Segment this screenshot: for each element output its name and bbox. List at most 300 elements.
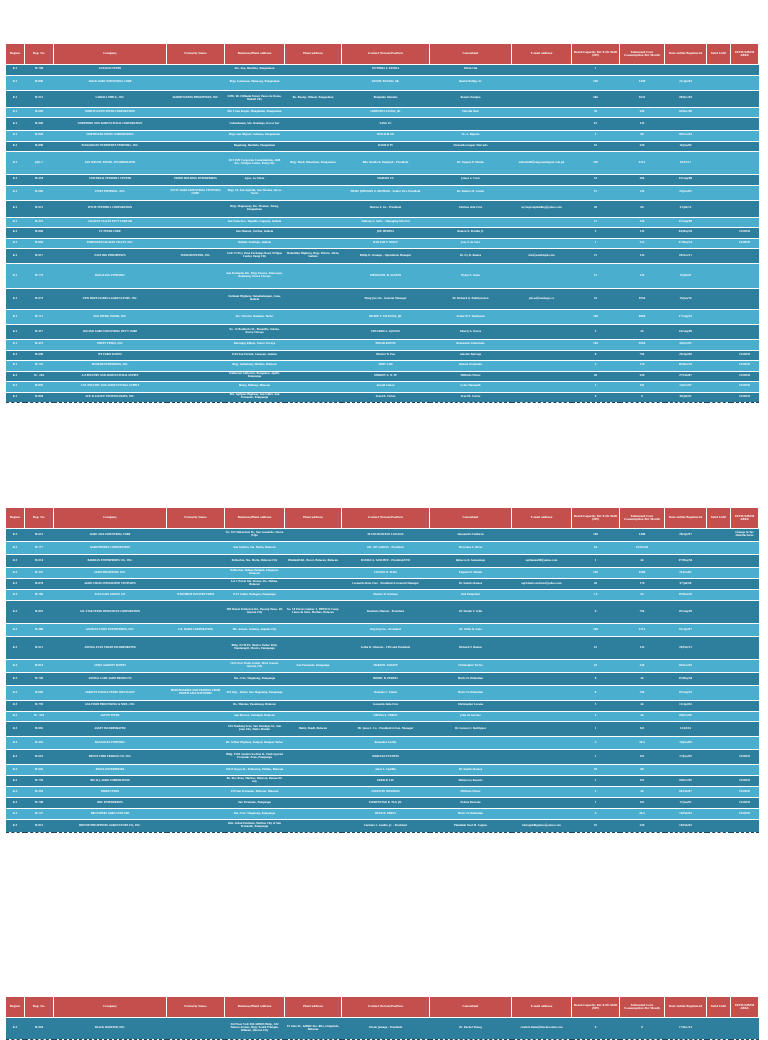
table-row <box>6 131 759 142</box>
cell-contact-person: Mr. Jesse L. Co - President & Gen. Manager <box>342 722 430 737</box>
cell-status <box>731 737 759 750</box>
cell-reg-no: M-218 <box>25 175 54 186</box>
column-header-consultant: Consultant <box>430 508 512 529</box>
cell-reg-no: M-752 <box>25 361 54 372</box>
cell-date-registered: 29/Aug/01 <box>665 686 707 701</box>
cell-formerly-name <box>167 340 225 351</box>
cell-business-address: Prk 5 San Roque, Mangaldan, Pangasinan <box>225 107 285 118</box>
cell-corn-consumption: 26.4 <box>620 809 665 820</box>
cell-rated-capacity: 1 <box>572 750 620 765</box>
cell-rated-capacity: 20 <box>572 579 620 590</box>
cell-company: SOLANO AGRO INDUSTRIAL DEV'T CORP <box>54 325 167 340</box>
cell-reg-no: M-982 <box>25 185 54 200</box>
cell-status <box>731 249 759 264</box>
cell-valid-until <box>707 568 731 579</box>
cell-rated-capacity: 44 <box>572 542 620 555</box>
cell-contact-person: ANGELITO MENDOZA <box>342 787 430 798</box>
cell-corn-consumption: 2112 <box>620 624 665 637</box>
column-header-corn-consumption: Estimated Corn Consumption Per Month <box>620 44 665 65</box>
cell-company: MAGALANG FEEDMILL <box>54 264 167 289</box>
cell-rated-capacity: 250 <box>572 152 620 175</box>
cell-valid-until <box>707 131 731 142</box>
table-row <box>6 310 759 325</box>
cell-email: sufeedmill@smg.sanmiguel.com.ph <box>512 152 572 175</box>
cell-formerly-name <box>167 264 225 289</box>
column-header-contact-person: Contact Person/Position <box>342 508 430 529</box>
cell-company: ANIMAL CARE AGRO PRODUCTS <box>54 673 167 686</box>
registry-table-page-1 <box>5 43 758 403</box>
cell-email <box>512 624 572 637</box>
column-header-region: Region <box>6 508 25 529</box>
cell-company: PANGASINAN PURESERVE FEEDMILL, INC. <box>54 141 167 152</box>
cell-plant-address <box>285 529 342 542</box>
cell-rated-capacity: 8 <box>572 1018 620 1040</box>
cell-corn-consumption: 44 <box>620 701 665 712</box>
cell-rated-capacity: 15 <box>572 264 620 289</box>
cell-valid-until <box>707 820 731 833</box>
cell-business-address: San Francisco, Tagudin, Cagayan, Isabela <box>225 217 285 228</box>
cell-email <box>512 65 572 76</box>
cell-consultant: Xavier H.T. Tambaoan <box>430 310 512 325</box>
cell-company: NORTHSTAR FEEDS CORPORATION <box>54 131 167 142</box>
cell-reg-no: M-890 <box>25 75 54 90</box>
cell-status: CLOSED <box>731 238 759 249</box>
cell-company: ALLO GAIN GROUP, CO. <box>54 590 167 601</box>
cell-business-address: Agoo, La Union <box>225 175 285 186</box>
cell-valid-until <box>707 217 731 228</box>
cell-status: CLOSED <box>731 787 759 798</box>
column-header-formerly-name: Formerly Name <box>167 44 225 65</box>
column-header-reg-no: Reg. No. <box>25 44 54 65</box>
registry-table <box>5 996 759 1040</box>
cell-formerly-name: L.B. BARIS CORPORATION <box>167 624 225 637</box>
cell-reg-no: M-727 <box>25 809 54 820</box>
cell-email: info@eastbioph.com <box>512 249 572 264</box>
table-row <box>6 361 759 372</box>
cell-valid-until <box>707 361 731 372</box>
cell-region: R-1 <box>6 325 25 340</box>
cell-rated-capacity: 1 <box>572 798 620 809</box>
cell-company: BIGNA ENTERPRISES <box>54 765 167 776</box>
cell-rated-capacity: 1 <box>572 382 620 393</box>
cell-company: VINEY FEEDMILL, INC. <box>54 185 167 200</box>
cell-corn-consumption: 8.8 <box>620 776 665 787</box>
cell-rated-capacity: 20 <box>572 371 620 382</box>
cell-rated-capacity: 160 <box>572 529 620 542</box>
cell-reg-no: M-768 <box>25 65 54 76</box>
cell-business-address: 3rd Floor Unit 306 ADMIN Bldg., 102 Tuazon Avenue, Brgy. South Triangle, Diliman, Quezon City <box>225 1018 285 1040</box>
column-header-email: E-mail address <box>512 508 572 529</box>
cell-plant-address <box>285 809 342 820</box>
cell-email <box>512 590 572 601</box>
cell-region: R-3 <box>6 579 25 590</box>
cell-reg-no: M-660 <box>25 686 54 701</box>
cell-company: A-Z POULTRY AND AGRICULTURAL SUPPLY <box>54 371 167 382</box>
cell-plant-address <box>285 238 342 249</box>
table-row <box>6 107 759 118</box>
cell-valid-until <box>707 310 731 325</box>
cell-business-address: Maloy, Baliuag, Bulacan <box>225 382 285 393</box>
cell-email <box>512 798 572 809</box>
cell-region: R-3 <box>6 637 25 660</box>
cell-business-address: 129 San Fernando, Bulacan, Bulacan <box>225 787 285 798</box>
cell-business-address: 166 P. Reyes St., Poblacion, Pulilan, Bulacan <box>225 765 285 776</box>
cell-reg-no: M-804 <box>25 392 54 403</box>
table-row <box>6 175 759 186</box>
cell-company: AGRO ASIA INDUSTRIAL CORP <box>54 529 167 542</box>
column-header-consultant: Consultant <box>430 997 512 1018</box>
cell-date-registered: 26/Nov/11 <box>665 249 707 264</box>
cell-consultant: Renato Pasiqua <box>430 90 512 107</box>
table-row <box>6 200 759 217</box>
cell-business-address: Sto. Ana, Bautista, Pangasinan <box>225 65 285 76</box>
cell-email <box>512 350 572 361</box>
cell-business-address: Sta. Cruz, Magalang, Pampanga <box>225 809 285 820</box>
table-row <box>6 798 759 809</box>
column-header-region: Region <box>6 44 25 65</box>
cell-reg-no: M-795 <box>25 701 54 712</box>
cell-region: R-1 <box>6 141 25 152</box>
cell-business-address: Brgy. San Miguel, Calasiao, Pangasinan <box>225 131 285 142</box>
table-body <box>6 65 759 403</box>
cell-status <box>731 152 759 175</box>
cell-consultant <box>430 737 512 750</box>
cell-region: R-1 <box>6 131 25 142</box>
cell-email: agrichain.ventures@yahoo.com <box>512 579 572 590</box>
cell-rated-capacity: 0 <box>572 601 620 624</box>
table-row <box>6 776 759 787</box>
cell-company: ANGELES CORN ENTERPRISES, INC. <box>54 624 167 637</box>
cell-formerly-name <box>167 798 225 809</box>
cell-reg-no: M-973 <box>25 289 54 310</box>
cell-region: R-1 <box>6 75 25 90</box>
cell-corn-consumption: 176 <box>620 579 665 590</box>
table-row <box>6 787 759 798</box>
cell-valid-until <box>707 673 731 686</box>
table-row <box>6 750 759 765</box>
cell-rated-capacity: 7.2 <box>572 590 620 601</box>
cell-company: AGRO CHAIN INTEGRATED VENTURES <box>54 579 167 590</box>
cell-consultant: Dr. Danilo V. Avila <box>430 601 512 624</box>
cell-plant-address <box>285 624 342 637</box>
cell-date-registered: 10/Feb/04 <box>665 820 707 833</box>
cell-contact-person: ERNIE JOHNSON G. DICHOSO - Senior Vice President <box>342 185 430 200</box>
cell-email <box>512 340 572 351</box>
cell-corn-consumption: 264 <box>620 175 665 186</box>
cell-consultant: Liberty S. Torres <box>430 325 512 340</box>
column-header-plant-address: Plant address <box>285 997 342 1018</box>
registry-table-page-2 <box>5 507 758 833</box>
cell-business-address: Sta. Cruz, Magalang, Pampanga <box>225 673 285 686</box>
cell-consultant: Jose T. de Vera <box>430 238 512 249</box>
cell-plant-address <box>285 776 342 787</box>
table-row <box>6 555 759 568</box>
cell-email <box>512 185 572 200</box>
cell-company: NORTHERN MIN AGRICULTURAL CORPORATION <box>54 118 167 131</box>
cell-region: R-3 <box>6 529 25 542</box>
cell-email <box>512 787 572 798</box>
cell-valid-until <box>707 249 731 264</box>
table-row <box>6 590 759 601</box>
cell-plant-address <box>285 750 342 765</box>
cell-date-registered: 24/Oct/91 <box>665 340 707 351</box>
cell-email <box>512 75 572 90</box>
cell-reg-no: M-913 <box>25 200 54 217</box>
cell-date-registered: 17/Aug/01 <box>665 310 707 325</box>
cell-region: R-3 <box>6 820 25 833</box>
cell-contact-person: DANIEL BULING, SR. <box>342 75 430 90</box>
cell-date-registered: 08/Jul/03 <box>665 392 707 403</box>
cell-rated-capacity: 100 <box>572 75 620 90</box>
cell-company: WT FARM SUPPLY <box>54 350 167 361</box>
cell-valid-until <box>707 107 731 118</box>
cell-formerly-name: AGRIBUSINESS PHILIPPINES, INC. <box>167 90 225 107</box>
column-header-plant-address: Plant address <box>285 44 342 65</box>
cell-business-address: 1163 New Trade Center, West Avenue, Quezon City <box>225 660 285 673</box>
cell-region: R-1 <box>6 90 25 107</box>
cell-status: CLOSED <box>731 350 759 361</box>
cell-consultant: Christopher Torres <box>430 660 512 673</box>
column-header-date-registered: Date Initial Registered <box>665 44 707 65</box>
cell-region: R-3 <box>6 590 25 601</box>
cell-date-registered <box>665 118 707 131</box>
cell-status <box>731 722 759 737</box>
cell-date-registered: 28/Apr/97 <box>665 529 707 542</box>
cell-consultant: Mario Fe Dimlaslan <box>430 673 512 686</box>
cell-status: CLOSED <box>731 361 759 372</box>
cell-status: CLOSED <box>731 776 759 787</box>
cell-email <box>512 750 572 765</box>
cell-rated-capacity: 1 <box>572 787 620 798</box>
column-header-valid-until: Valid Until <box>707 508 731 529</box>
cell-consultant: James A. Uson <box>430 175 512 186</box>
cell-valid-until <box>707 200 731 217</box>
cell-valid-until <box>707 737 731 750</box>
cell-contact-person: Rosabela Manuel - President <box>342 601 430 624</box>
cell-corn-consumption: 704 <box>620 601 665 624</box>
cell-rated-capacity: 30 <box>572 107 620 118</box>
cell-formerly-name <box>167 579 225 590</box>
cell-valid-until <box>707 382 731 393</box>
cell-status <box>731 637 759 660</box>
cell-rated-capacity: 15 <box>572 185 620 200</box>
cell-region: R-3 <box>6 798 25 809</box>
cell-consultant: Mario Fe Dimlaslan <box>430 686 512 701</box>
table-row <box>6 392 759 403</box>
cell-plant-address <box>285 75 342 90</box>
cell-contact-person: Remedios Lacilly <box>342 737 430 750</box>
cell-email: biotopphilippines@yahoo.com <box>512 820 572 833</box>
cell-date-registered: 19/Jun/89 <box>665 737 707 750</box>
header-row <box>6 44 759 65</box>
header-row <box>6 997 759 1018</box>
cell-status: Change in Tax Manufactures <box>731 529 759 542</box>
cell-region: R-1 <box>6 340 25 351</box>
cell-region: R-3 <box>6 737 25 750</box>
registry-table <box>5 43 759 403</box>
cell-date-registered: 21/Jun/81 <box>665 568 707 579</box>
cell-date-registered: 09/Oct/99 <box>665 776 707 787</box>
cell-plant-address <box>285 289 342 310</box>
cell-corn-consumption: 1408 <box>620 529 665 542</box>
cell-corn-consumption: 44 <box>620 325 665 340</box>
table-row <box>6 217 759 228</box>
cell-company: NORTH LUZON FEEDS CORPORATION <box>54 107 167 118</box>
cell-consultant: Antonio Barrega <box>430 350 512 361</box>
cell-plant-address <box>285 686 342 701</box>
cell-consultant: Nelson Bernabe <box>430 798 512 809</box>
cell-status <box>731 673 759 686</box>
cell-rated-capacity: 1 <box>572 238 620 249</box>
cell-plant-address: Brgy. Bued, Binalonan, Pangasinan <box>285 152 342 175</box>
cell-date-registered: 03/07/17 <box>665 152 707 175</box>
cell-reg-no: M - 334 <box>25 711 54 722</box>
cell-status: CLOSED <box>731 371 759 382</box>
cell-formerly-name <box>167 711 225 722</box>
cell-plant-address <box>285 350 342 361</box>
cell-business-address: Dak. Vedad Pantalan, Marilao City of San Fernando, Pampanga <box>225 820 285 833</box>
cell-email <box>512 601 572 624</box>
table-row <box>6 809 759 820</box>
cell-contact-person: SHIRLEY A. N. TE <box>342 371 430 382</box>
cell-region: R-3 <box>6 568 25 579</box>
cell-business-address: Barangay Ruben, Nueva Vizcaya <box>225 340 285 351</box>
cell-formerly-name <box>167 217 225 228</box>
cell-consultant: Christopher Lozano <box>430 701 512 712</box>
cell-company: BRC ENTERPRISES <box>54 798 167 809</box>
cell-company: ASSET INCORPORATED <box>54 722 167 737</box>
cell-status <box>731 131 759 142</box>
cell-business-address: Brgy. Lelemaan, Manaoag, Pangasinan <box>225 75 285 90</box>
table-row <box>6 340 759 351</box>
cell-region: R-1 <box>6 289 25 310</box>
cell-corn-consumption: 176 <box>620 361 665 372</box>
cell-valid-until <box>707 660 731 673</box>
cell-valid-until <box>707 1018 731 1040</box>
cell-reg-no: M-415 <box>25 340 54 351</box>
cell-valid-until <box>707 340 731 351</box>
cell-corn-consumption: 0 <box>620 392 665 403</box>
cell-rated-capacity: 3 <box>572 809 620 820</box>
cell-formerly-name <box>167 601 225 624</box>
cell-valid-until <box>707 264 731 289</box>
cell-reg-no: M-317 <box>25 325 54 340</box>
cell-date-registered: 01/Aug/89 <box>665 217 707 228</box>
cell-date-registered: 07/Jul/09 <box>665 579 707 590</box>
column-header-formerly-name: Formerly Name <box>167 997 225 1018</box>
cell-formerly-name <box>167 228 225 239</box>
cell-valid-until <box>707 371 731 382</box>
cell-company: CAGAYAN VALLEY INT'Y CORP OR <box>54 217 167 228</box>
cell-region: R-1 <box>6 238 25 249</box>
cell-business-address: Poblacion, Talisay-Tubigan, Lingayen, Bulacan <box>225 568 285 579</box>
cell-status <box>731 264 759 289</box>
cell-contact-person: EMMANUEL B. SANTOS <box>342 264 430 289</box>
cell-corn-consumption: 6868 <box>620 310 665 325</box>
cell-status <box>731 820 759 833</box>
cell-date-registered: 21/May/10 <box>665 238 707 249</box>
cell-business-address: Brgy. 23, San Agustin, San Nicolas, Ilocos Norte <box>225 185 285 200</box>
cell-consultant: Clarisse dela Cruz <box>430 200 512 217</box>
cell-contact-person: EDDY LAM <box>342 361 430 372</box>
cell-region: R-3 <box>6 1018 25 1040</box>
cell-formerly-name <box>167 65 225 76</box>
cell-region: R-1 <box>6 361 25 372</box>
cell-consultant <box>430 118 512 131</box>
column-header-email: E-mail address <box>512 997 572 1018</box>
cell-contact-person: MARCELO FUENTES <box>342 750 430 765</box>
cell-status <box>731 90 759 107</box>
cell-rated-capacity: 20 <box>572 200 620 217</box>
cell-valid-until <box>707 601 731 624</box>
cell-date-registered: 29/May/04 <box>665 673 707 686</box>
cell-corn-consumption: 132 <box>620 118 665 131</box>
cell-consultant: Dr. Eugene P. Mendo <box>430 152 512 175</box>
cell-contact-person: EDGAR RAPTIS <box>342 340 430 351</box>
cell-formerly-name <box>167 371 225 382</box>
cell-formerly-name <box>167 75 225 90</box>
cell-valid-until <box>707 765 731 776</box>
cell-rated-capacity: 10 <box>572 141 620 152</box>
cell-date-registered <box>665 65 707 76</box>
cell-date-registered: 19/Feb/02 <box>665 809 707 820</box>
cell-company: AGRO PHILIPPINE, INC. <box>54 568 167 579</box>
cell-rated-capacity: 700 <box>572 310 620 325</box>
column-header-date-registered: Date Initial Registered <box>665 508 707 529</box>
cell-company: BLACK ROOSTER, INC. <box>54 1018 167 1040</box>
column-header-reg-no: Reg. No. <box>25 997 54 1018</box>
cell-corn-consumption: 220 <box>620 820 665 833</box>
cell-status: CLOSED <box>731 798 759 809</box>
cell-region: R-3 <box>6 686 25 701</box>
cell-date-registered: 21/Apr/04 <box>665 75 707 90</box>
cell-rated-capacity: 1 <box>572 722 620 737</box>
cell-plant-address <box>285 310 342 325</box>
column-header-consultant: Consultant <box>430 44 512 65</box>
cell-region: R-3 <box>6 765 25 776</box>
cell-formerly-name <box>167 392 225 403</box>
cell-company: DCORTIENTERPRISES, INC. <box>54 361 167 372</box>
cell-email <box>512 660 572 673</box>
cell-valid-until <box>707 75 731 90</box>
cell-date-registered: 01/Apr/87 <box>665 624 707 637</box>
cell-rated-capacity: 5 <box>572 325 620 340</box>
cell-reg-no: M-900 <box>25 118 54 131</box>
cell-consultant: Dr. Sandro Ramos <box>430 765 512 776</box>
cell-company: ANMA AGRIVET SUPPLY <box>54 660 167 673</box>
column-header-corn-consumption: Estimated Corn Consumption Per Month <box>620 997 665 1018</box>
cell-email <box>512 141 572 152</box>
cell-business-address: Brgy. Magsaysay, Sto. Thomas, Tuzug, Pangasinan <box>225 200 285 217</box>
cell-reg-no: M-891 <box>25 601 54 624</box>
cell-plant-address <box>285 701 342 712</box>
column-header-rated-capacity: Rated Capacity Per 8-Hr Shift (MT) <box>572 44 620 65</box>
cell-plant-address <box>285 107 342 118</box>
cell-reg-no: M-392 <box>25 737 54 750</box>
cell-email <box>512 711 572 722</box>
column-header-contact-person: Contact Person/Position <box>342 44 430 65</box>
cell-date-registered <box>665 765 707 776</box>
cell-rated-capacity: 5 <box>572 701 620 712</box>
cell-valid-until <box>707 152 731 175</box>
cell-corn-consumption: 1688 <box>620 568 665 579</box>
table-row <box>6 238 759 249</box>
cell-rated-capacity: 25 <box>572 660 620 673</box>
cell-plant-address <box>285 542 342 555</box>
cell-date-registered: 12/Oct/07 <box>665 382 707 393</box>
cell-valid-until <box>707 624 731 637</box>
cell-reg-no: M-380 <box>25 624 54 637</box>
